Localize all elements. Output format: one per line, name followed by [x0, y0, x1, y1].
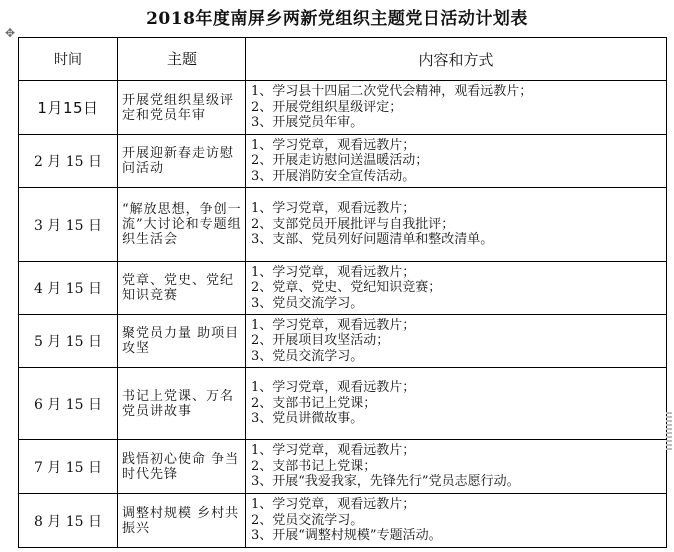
row-theme: 书记上党课、万名党员讲故事: [118, 368, 246, 440]
header-content: 内容和方式: [246, 38, 667, 81]
table-row: [19, 315, 667, 368]
content-item: 2、开展项目攻坚活动；: [251, 333, 390, 349]
content-item: 2、开展党组织星级评定；: [251, 99, 403, 115]
table-row: [19, 440, 667, 494]
table-row: [19, 494, 667, 548]
row-time: 4 月 15 日: [19, 262, 118, 315]
table-row: [19, 188, 667, 262]
row-content: [246, 81, 667, 135]
content-item: 3、党员交流学习。: [251, 348, 364, 364]
row-theme: 聚党员力量 助项目攻坚: [118, 315, 246, 368]
row-time: 7 月 15 日: [19, 440, 118, 494]
row-content: [246, 262, 667, 315]
table-row: [19, 262, 667, 315]
table-row: [19, 135, 667, 188]
row-content: [246, 440, 667, 494]
content-item: 3、党员交流学习。: [251, 295, 364, 311]
content-item: 2、支部书记上党课；: [251, 458, 377, 474]
table-row: [19, 368, 667, 440]
content-item: 3、开展党员年审。: [251, 115, 364, 131]
row-time: 2 月 15 日: [19, 135, 118, 188]
content-item: 3、开展“调整村规模”专题活动。: [251, 528, 442, 544]
content-item: 3、开展消防安全宣传活动。: [251, 168, 416, 184]
row-theme: 开展党组织星级评定和党员年审: [118, 81, 246, 135]
table-header-row: [19, 38, 667, 81]
content-item: 3、开展“我爱我家，先锋先行”党员志愿行动。: [251, 474, 520, 490]
move-handle-icon[interactable]: ✥: [4, 26, 16, 40]
row-time: 5 月 15 日: [19, 315, 118, 368]
row-time: 3 月 15 日: [19, 188, 118, 262]
row-theme: 开展迎新春走访慰问活动: [118, 135, 246, 188]
header-theme: 主题: [118, 38, 246, 81]
row-content: [246, 188, 667, 262]
row-content: [246, 315, 667, 368]
content-item: 1、学习党章，观看远教片；: [251, 443, 416, 459]
table-row: [19, 81, 667, 135]
header-time: 时间: [19, 38, 118, 81]
row-content: [246, 494, 667, 548]
content-item: 1、学习党章，观看远教片；: [251, 264, 416, 280]
row-time: 6 月 15 日: [19, 368, 118, 440]
content-item: 1、学习党章，观看远教片；: [251, 380, 416, 396]
row-theme: “解放思想，争创一流”大讨论和专题组织生活会: [118, 188, 246, 262]
content-item: 2、党章、党史、党纪知识竞赛；: [251, 280, 442, 296]
row-theme: 调整村规模 乡村共振兴: [118, 494, 246, 548]
row-time: 1月15日: [19, 81, 118, 135]
content-item: 1、学习县十四届二次党代会精神，观看远教片；: [251, 84, 533, 100]
row-content: [246, 368, 667, 440]
row-theme: 党章、党史、党纪知识竞赛: [118, 262, 246, 315]
content-item: 3、支部、党员列好问题清单和整改清单。: [251, 232, 494, 248]
content-item: 1、学习党章，观看远教片；: [251, 137, 416, 153]
content-item: 1、学习党章，观看远教片；: [251, 497, 416, 513]
table-resize-handle[interactable]: [666, 412, 672, 452]
page-title: 2018年度南屏乡两新党组织主题党日活动计划表: [146, 9, 528, 29]
content-item: 2、支部党员开展批评与自我批评；: [251, 216, 455, 232]
row-theme: 践悟初心使命 争当时代先锋: [118, 440, 246, 494]
content-item: 1、学习党章，观看远教片；: [251, 317, 416, 333]
content-item: 2、开展走访慰问送温暖活动；: [251, 153, 429, 169]
activity-plan-table: [18, 37, 667, 548]
content-item: 3、党员讲微故事。: [251, 411, 364, 427]
row-time: 8 月 15 日: [19, 494, 118, 548]
row-content: [246, 135, 667, 188]
content-item: 2、党员交流学习。: [251, 512, 364, 528]
content-item: 1、学习党章，观看远教片；: [251, 201, 416, 217]
content-item: 2、支部书记上党课；: [251, 395, 377, 411]
